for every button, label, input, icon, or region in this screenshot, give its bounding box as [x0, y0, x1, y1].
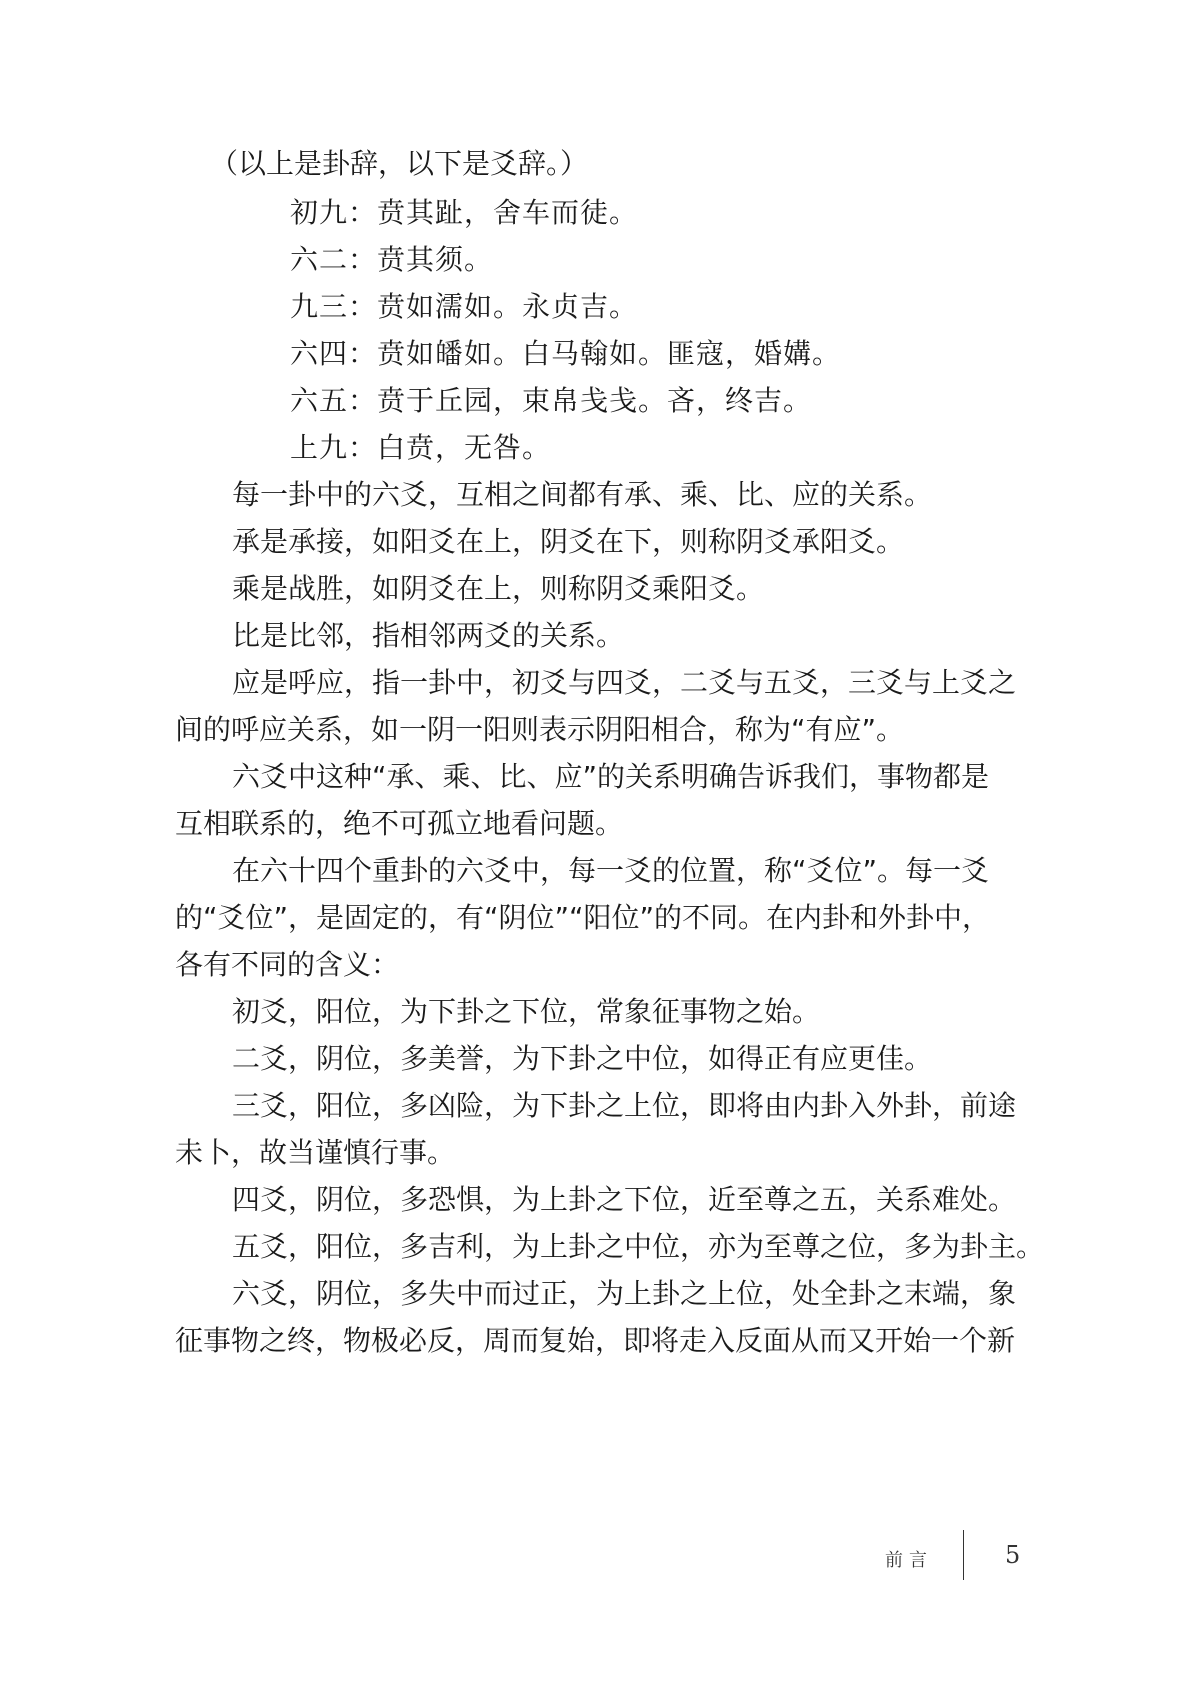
paragraph-line: 每一卦中的六爻，互相之间都有承、乘、比、应的关系。: [232, 478, 933, 511]
paragraph-line: 比是比邻，指相邻两爻的关系。: [232, 619, 625, 652]
paragraph-line: 未卜，故当谨慎行事。: [175, 1136, 456, 1169]
running-footer-title: 前言: [885, 1550, 933, 1571]
footer-divider: [963, 1530, 964, 1580]
paragraph-line: 乘是战胜，如阴爻在上，则称阴爻乘阳爻。: [232, 572, 765, 605]
verse-line: 九三：贲如濡如。永贞吉。: [290, 290, 639, 323]
verse-line: 六二：贲其须。: [290, 243, 494, 276]
paragraph-line: 间的呼应关系，如一阴一阳则表示阴阳相合，称为“有应”。: [175, 713, 905, 746]
paragraph-line: 五爻，阳位，多吉利，为上卦之中位，亦为至尊之位，多为卦主。: [232, 1230, 1045, 1263]
paragraph-line: 三爻，阳位，多凶险，为下卦之上位，即将由内卦入外卦，前途: [232, 1089, 1017, 1122]
paragraph-line: 在六十四个重卦的六爻中，每一爻的位置，称“爻位”。每一爻: [232, 854, 990, 887]
paragraph-line: 初爻，阳位，为下卦之下位，常象征事物之始。: [232, 995, 821, 1028]
paragraph-line: 的“爻位”，是固定的，有“阴位”“阳位”的不同。在内卦和外卦中，: [175, 901, 991, 934]
paragraph-line: 二爻，阴位，多美誉，为下卦之中位，如得正有应更佳。: [232, 1042, 933, 1075]
paragraph-line: 应是呼应，指一卦中，初爻与四爻，二爻与五爻，三爻与上爻之: [232, 666, 1017, 699]
page-number: 5: [1005, 1541, 1021, 1569]
paragraph-line: 征事物之终，物极必反，周而复始，即将走入反面从而又开始一个新: [175, 1324, 1016, 1357]
paragraph-line: 承是承接，如阳爻在上，阴爻在下，则称阴爻承阳爻。: [232, 525, 905, 558]
paragraph-line: 六爻中这种“承、乘、比、应”的关系明确告诉我们，事物都是: [232, 760, 990, 793]
verse-line: 上九：白贲，无咎。: [290, 431, 552, 464]
paragraph-line: 各有不同的含义：: [175, 948, 400, 981]
paragraph-line: 互相联系的，绝不可孤立地看问题。: [175, 807, 624, 840]
verse-line: 六四：贲如皤如。白马翰如。匪寇，婚媾。: [290, 337, 842, 370]
paragraph-line: 六爻，阴位，多失中而过正，为上卦之上位，处全卦之末端，象: [232, 1277, 1017, 1310]
verse-line: 六五：贲于丘园，束帛戋戋。吝，终吉。: [290, 384, 813, 417]
paragraph-line: 四爻，阴位，多恐惧，为上卦之下位，近至尊之五，关系难处。: [232, 1183, 1017, 1216]
verse-line: 初九：贲其趾，舍车而徒。: [290, 196, 639, 229]
intro-note: （以上是卦辞，以下是爻辞。）: [210, 147, 589, 180]
